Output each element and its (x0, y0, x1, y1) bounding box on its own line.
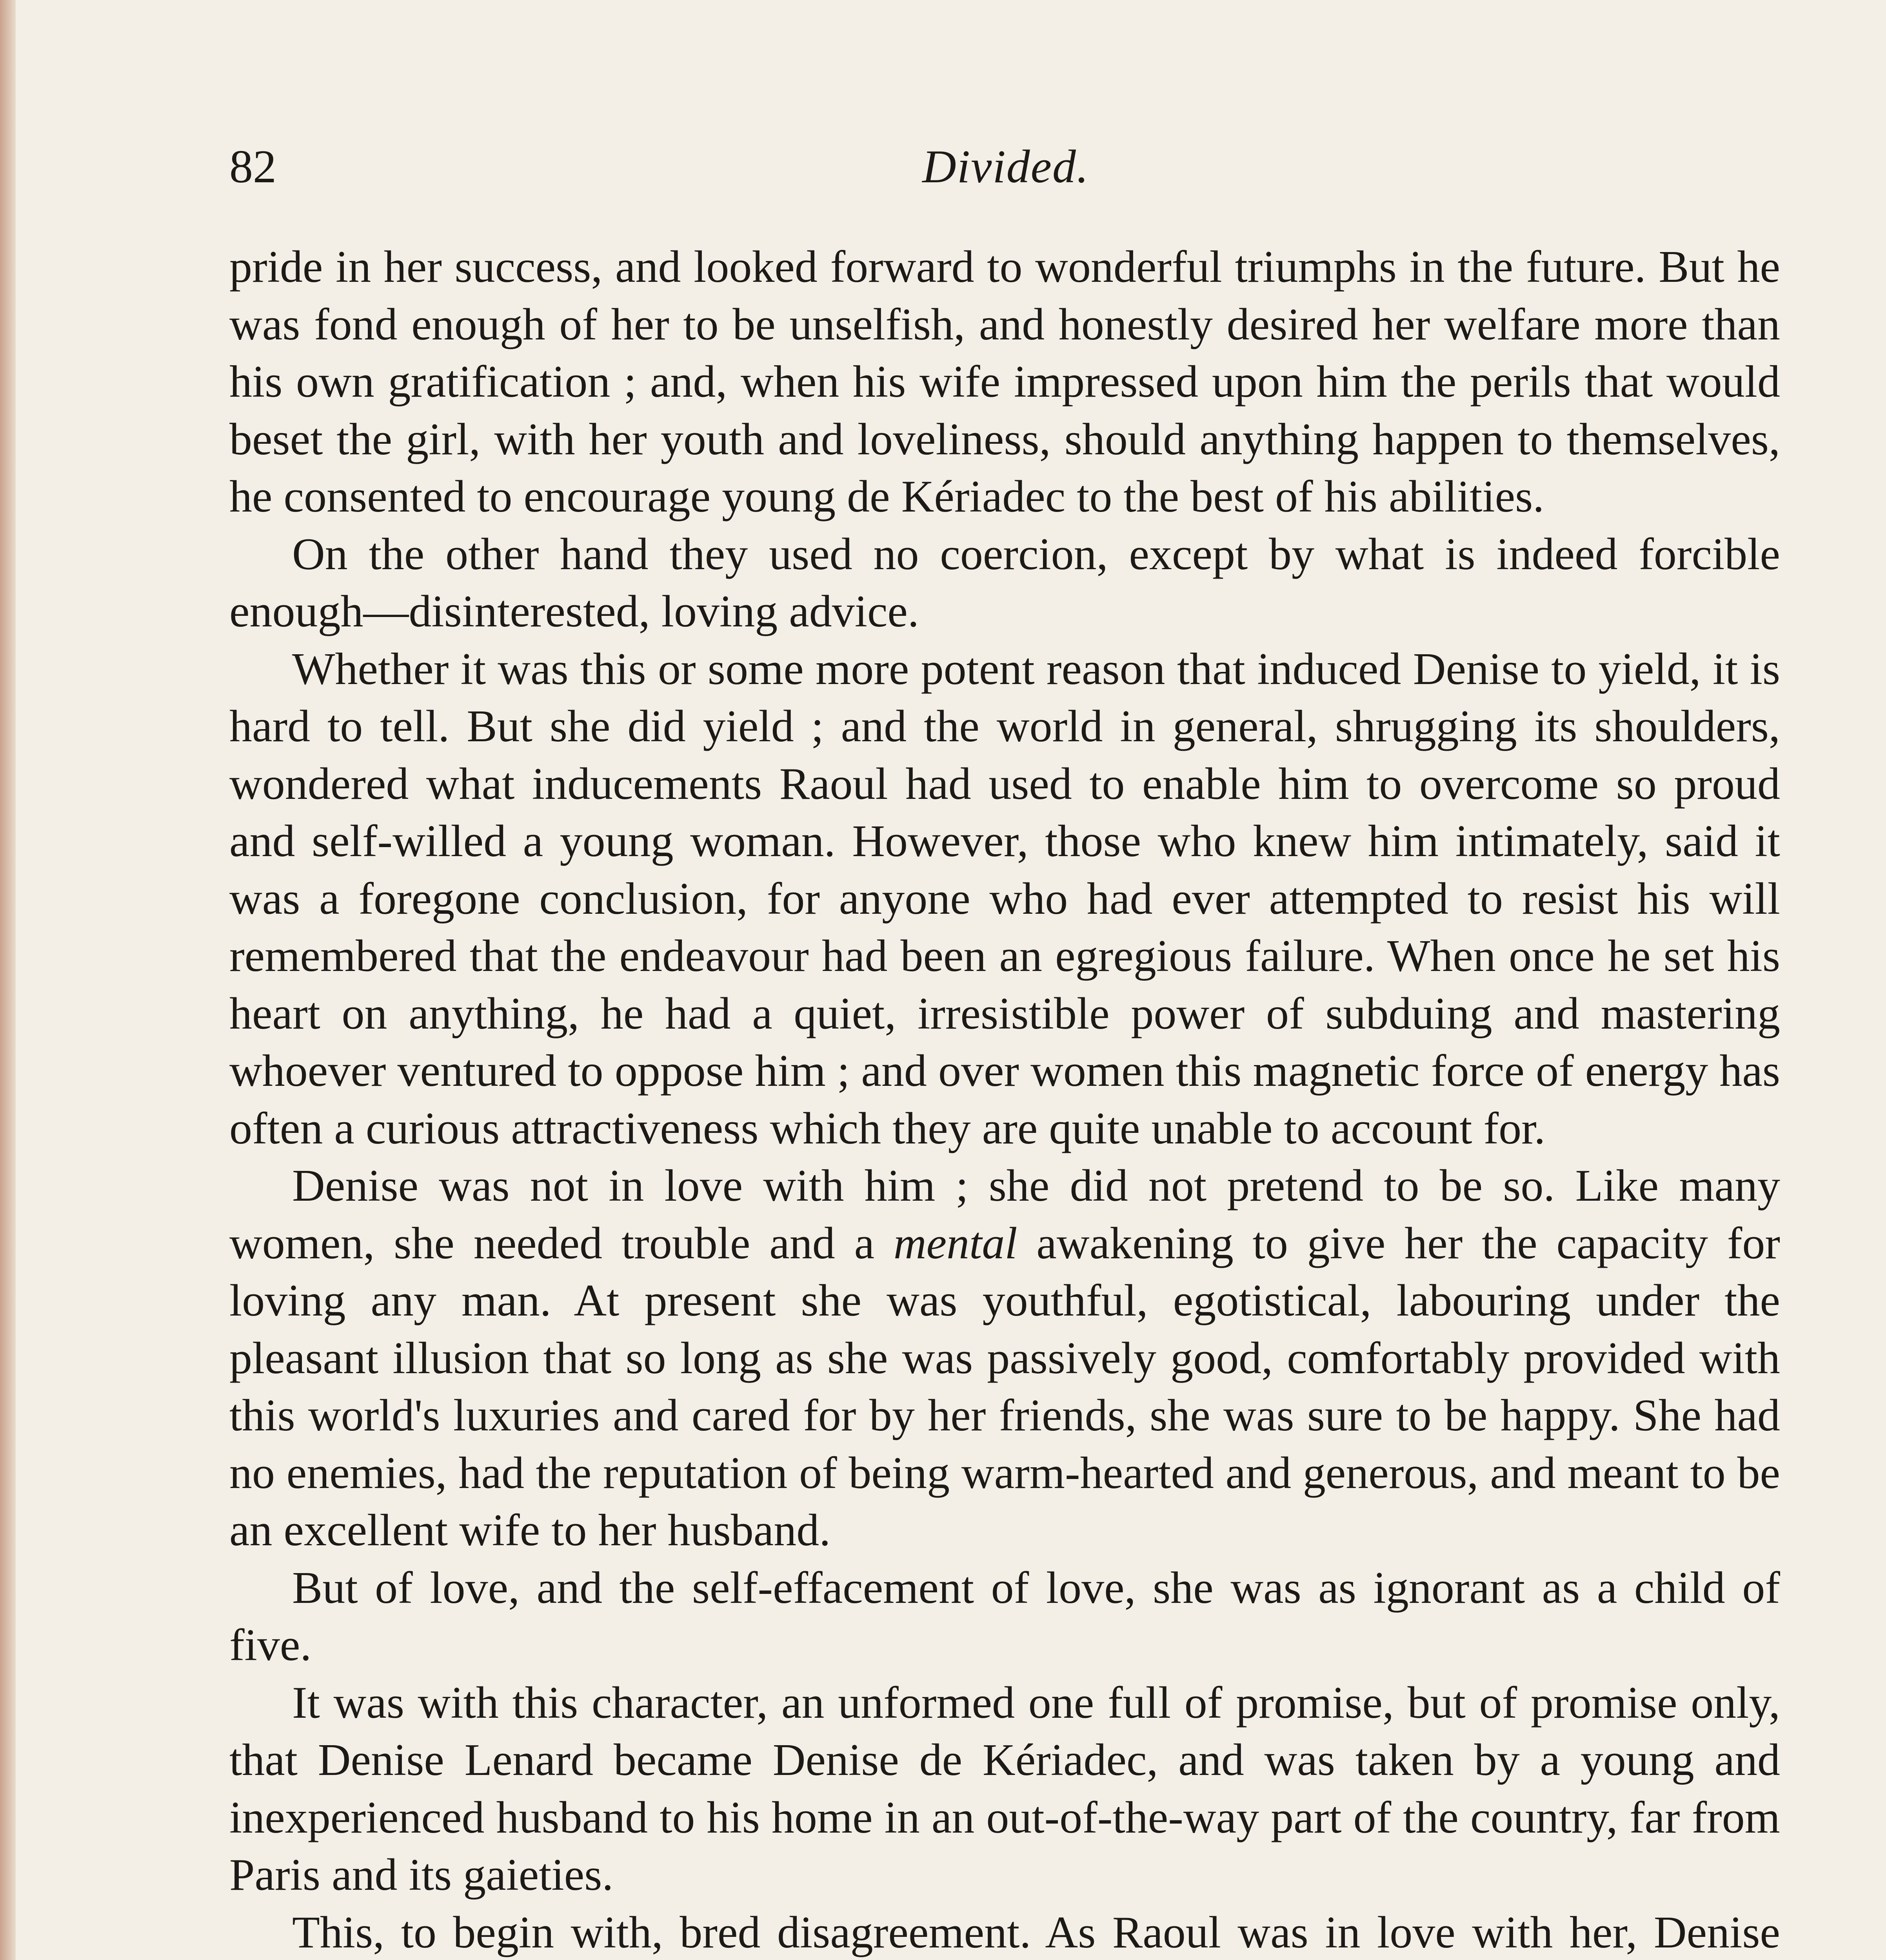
paragraph: Denise was not in love with him ; she did not pretend to be so. Like many women, she needed trouble and a mental awakening to give her the capacity for loving any man. At present she was youthful, egotistical, labouring under the pleasant illusion that so long as she was passively good, comfortably provided with this world's luxuries and cared for by her friends, she was sure to be happy. She had no enemies, had the reputation of being warm-hearted and generous, and meant to be an excellent wife to her husband. (229, 1161, 1780, 1555)
paragraph: pride in her success, and looked forward to wonderful triumphs in the future. But he was fond enough of her to be unselfish, and honestly desired her welfare more than his own gratification ; and, when his wife impressed upon him the perils that would beset the girl, with her youth and loveliness, should anything happen to themselves, he consented to encourage young de Kériadec to the best of his abilities. (229, 242, 1780, 522)
page-header (229, 135, 1798, 198)
paragraph: This, to begin with, bred disagreement. As Raoul was in love with her, Denise (292, 1907, 1780, 1958)
paragraph: On the other hand they used no coercion, except by what is indeed forcible enough—disinterested, loving advice. (229, 529, 1780, 637)
paragraph: Whether it was this or some more potent reason that induced Denise to yield, it is hard to tell. But she did yield ; and the world in general, shrugging its shoulders, wondered what inducements Raoul had used to enable him to overcome so proud and self-willed a young woman. However, those who knew him intimately, said it was a foregone conclusion, for anyone who had ever attempted to resist his will remembered that the endeavour had been an egregious failure. When once he set his heart on anything, he had a quiet, irresistible power of subduing and mastering whoever ventured to oppose him ; and over women this magnetic force of energy has often a curious attractiveness which they are quite unable to account for. (229, 644, 1780, 1154)
italic-word: mental (893, 1218, 1017, 1269)
body-text (229, 238, 1780, 1960)
paragraph: But of love, and the self-effacement of love, she was as ignorant as a child of five. (229, 1563, 1780, 1670)
page-edge (0, 0, 16, 1960)
running-title: Divided. (922, 140, 1089, 192)
paragraph: It was with this character, an unformed one full of promise, but of promise only, that Denise Lenard became Denise de Kériadec, and was taken by a young and inexperienced husband to his home in an out-of-the-way part of the country, far from Paris and its gaieties. (229, 1677, 1780, 1900)
page-number: 82 (229, 140, 276, 192)
